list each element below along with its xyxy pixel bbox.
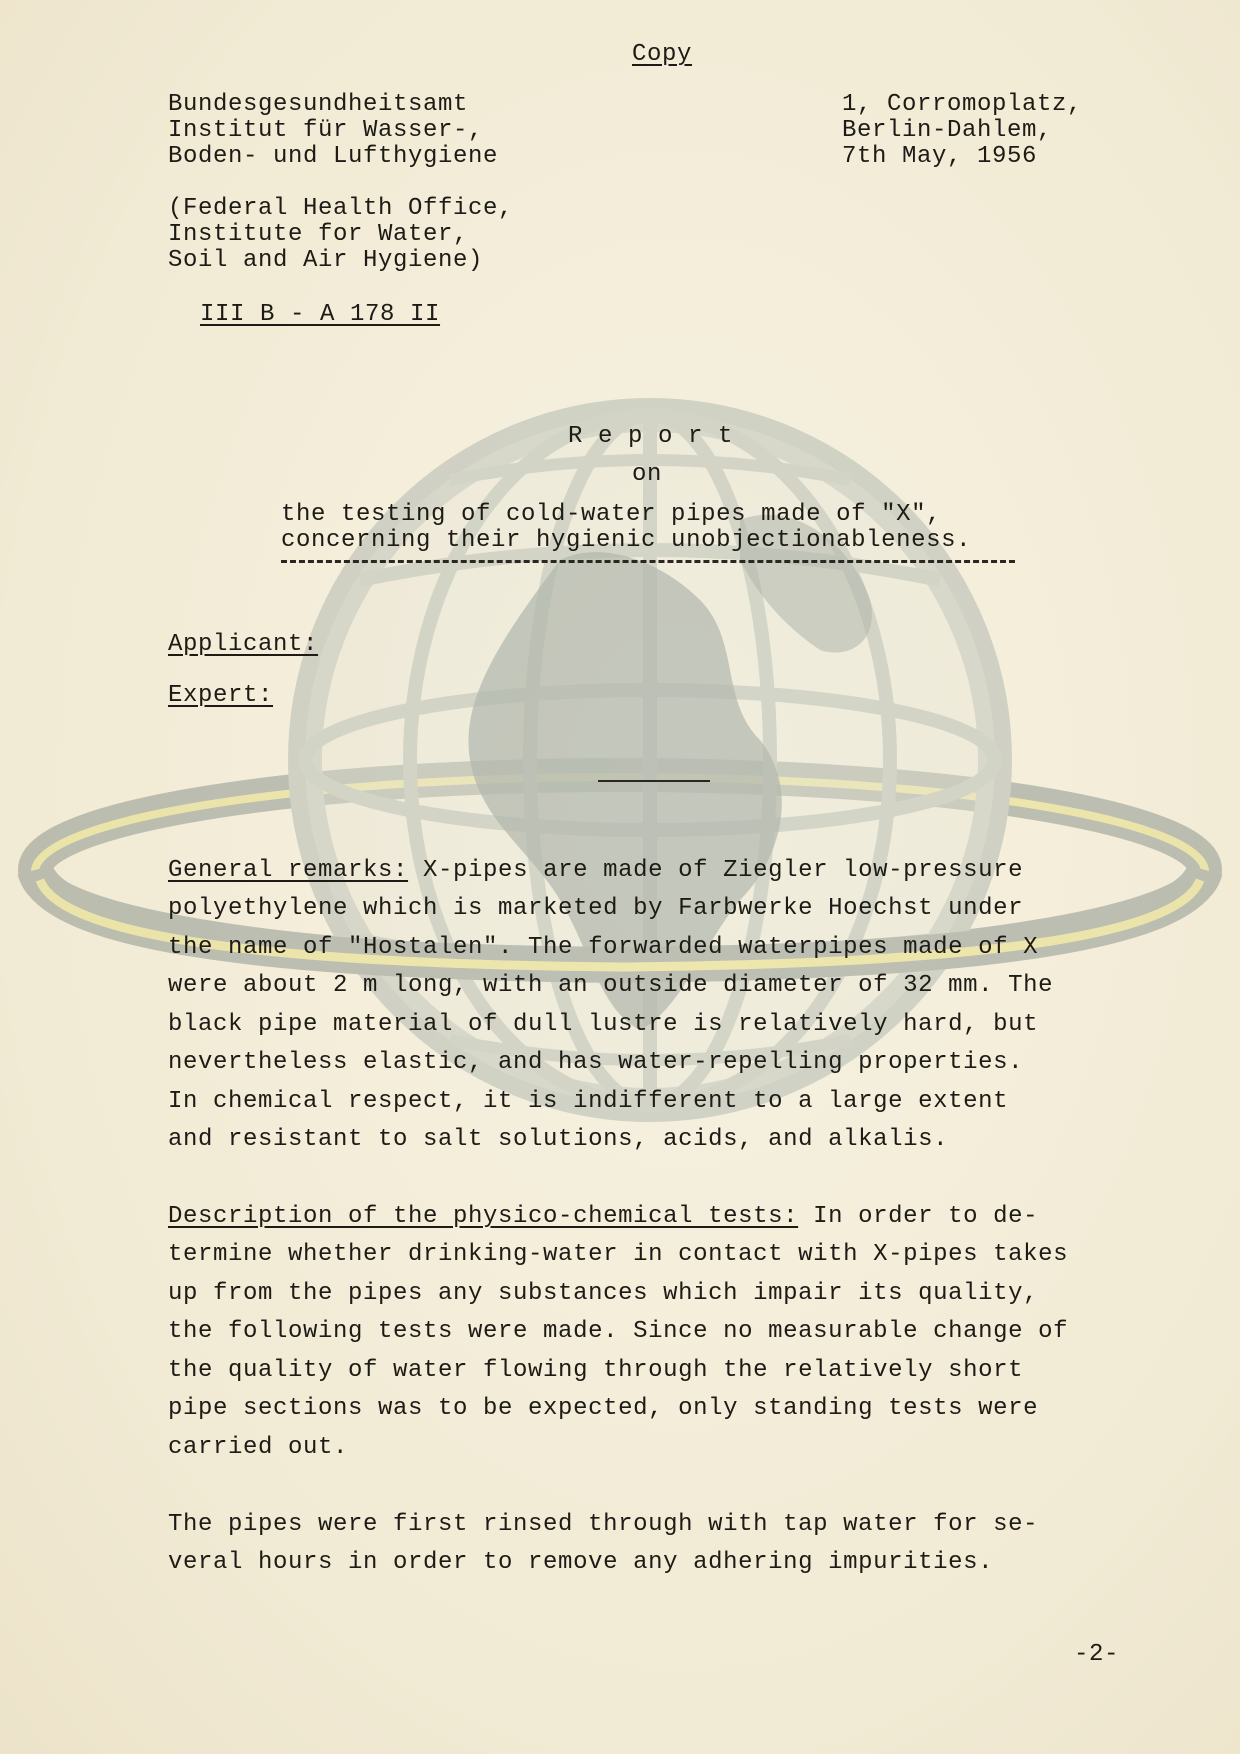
report-heading: R e p o r t [568, 423, 734, 450]
reference-number: III B - A 178 II [200, 301, 441, 328]
general-remarks-line-2: polyethylene which is marketed by Farbwerke Hoechst under [168, 895, 1024, 922]
general-remarks-line-3: the name of "Hostalen". The forwarded waterpipes made of X [168, 934, 1039, 961]
report-subject-line-2: concerning their hygienic unobjectionableness. [281, 527, 972, 554]
general-remarks-line-8: and resistant to salt solutions, acids, and alkalis. [168, 1126, 949, 1153]
sender-line-2: Institut für Wasser-, [168, 117, 484, 144]
physico-chemical-line-1: In order to de- [798, 1203, 1039, 1230]
translation-line-2: Institute for Water, [168, 221, 469, 248]
general-remarks-first-line [168, 852, 1023, 891]
applicant-label: Applicant: [168, 631, 319, 658]
general-remarks-line-4: were about 2 m long, with an outside diameter of 32 mm. The [168, 972, 1054, 999]
section-divider [598, 780, 710, 782]
physico-chemical-line-4: the following tests were made. Since no measurable change of [168, 1318, 1069, 1345]
physico-chemical-line-2: termine whether drinking-water in contact with X-pipes takes [168, 1241, 1069, 1268]
sender-line-1: Bundesgesundheitsamt [168, 91, 469, 118]
physico-chemical-label: Description of the physico-chemical tests: [168, 1203, 799, 1230]
physico-chemical-line-5: the quality of water flowing through the relatively short [168, 1357, 1024, 1384]
copy-label: Copy [632, 41, 693, 68]
translation-line-3: Soil and Air Hygiene) [168, 247, 484, 274]
address-line-1: 1, Corromoplatz, [842, 91, 1083, 118]
document-date: 7th May, 1956 [842, 143, 1038, 170]
physico-chemical-line-3: up from the pipes any substances which impair its quality, [168, 1280, 1039, 1307]
address-line-2: Berlin-Dahlem, [842, 117, 1053, 144]
general-remarks-line-1: X-pipes are made of Ziegler low-pressure [408, 857, 1024, 884]
report-on: on [632, 461, 663, 488]
physico-chemical-first-line [168, 1198, 1038, 1237]
title-divider [281, 560, 1015, 563]
sender-line-3: Boden- und Lufthygiene [168, 143, 499, 170]
general-remarks-label: General remarks: [168, 857, 409, 884]
rinse-paragraph-line-1: The pipes were first rinsed through with tap water for se- [168, 1511, 1039, 1538]
page-number: -2- [1074, 1641, 1120, 1668]
expert-label: Expert: [168, 682, 274, 709]
physico-chemical-line-7: carried out. [168, 1434, 349, 1461]
translation-line-1: (Federal Health Office, [168, 195, 514, 222]
physico-chemical-line-6: pipe sections was to be expected, only standing tests were [168, 1395, 1039, 1422]
rinse-paragraph-line-2: veral hours in order to remove any adhering impurities. [168, 1549, 994, 1576]
general-remarks-line-5: black pipe material of dull lustre is relatively hard, but [168, 1011, 1039, 1038]
general-remarks-line-7: In chemical respect, it is indifferent to a large extent [168, 1088, 1009, 1115]
report-subject-line-1: the testing of cold-water pipes made of "X", [281, 501, 942, 528]
general-remarks-line-6: nevertheless elastic, and has water-repelling properties. [168, 1049, 1024, 1076]
